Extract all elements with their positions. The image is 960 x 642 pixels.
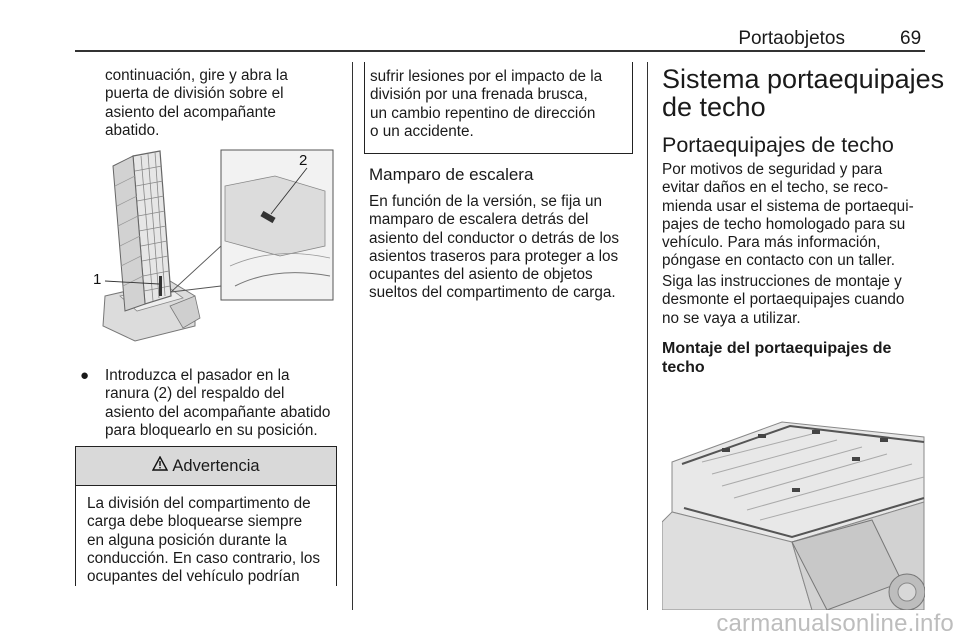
section-title: Portaobjetos xyxy=(738,28,845,49)
bullet-item: Introduzca el pasador en la ranura (2) del respaldo del asiento del acompañante abatido para bloquearlo en su posición. xyxy=(105,367,331,439)
warning-title: Advertencia xyxy=(172,456,260,475)
warning-continuation: sufrir lesiones por el impacto de la división por una frenada brusca, un cambio repentino de dirección o un accidente. xyxy=(364,62,633,154)
section-heading: Sistema portaequipajes de techo xyxy=(662,64,945,122)
figure-label-1: 1 xyxy=(93,271,102,288)
header-rule xyxy=(75,50,925,52)
column-divider xyxy=(352,62,353,610)
warning-triangle-icon xyxy=(152,456,168,476)
column-divider xyxy=(647,62,648,610)
ladder-heading: Mamparo de escalera xyxy=(369,165,534,184)
subsection-heading: Portaequipajes de techo xyxy=(662,133,894,157)
mounting-heading: Montaje del portaequipajes de techo xyxy=(662,340,892,376)
partition-figure xyxy=(75,146,337,356)
figure-label-2: 2 xyxy=(299,152,308,169)
ladder-paragraph: En función de la versión, se fija un mamparo de escalera detrás del asiento del conductor o detrás de los asientos traseros para proteger a los ocupantes del asiento de objetos sueltos del compartimento de carga. xyxy=(369,193,620,302)
bullet-symbol: ● xyxy=(80,367,90,384)
warning-header xyxy=(76,447,336,486)
instructions-paragraph: Siga las instrucciones de montaje y desmonte el portaequipajes cuando no se vaya a utilizar. xyxy=(662,273,905,327)
intro-paragraph: continuación, gire y abra la puerta de división sobre el asiento del acompañante abatido. xyxy=(105,67,288,139)
page-number: 69 xyxy=(900,28,922,49)
watermark: carmanualsonline.info xyxy=(716,610,954,637)
roof-rack-figure xyxy=(662,392,925,610)
warning-box xyxy=(75,446,337,586)
warning-text: La división del compartimento de carga debe bloquearse siempre en alguna posición durante la conducción. En caso contrario, los ocupantes del vehículo podrían xyxy=(87,495,320,586)
roof-rack-paragraph: Por motivos de seguridad y para evitar daños en el techo, se reco- mienda usar el sistema de portaequi- pajes de techo homologado para su vehículo. Para más información, póngase en contacto con un taller. xyxy=(662,161,914,270)
